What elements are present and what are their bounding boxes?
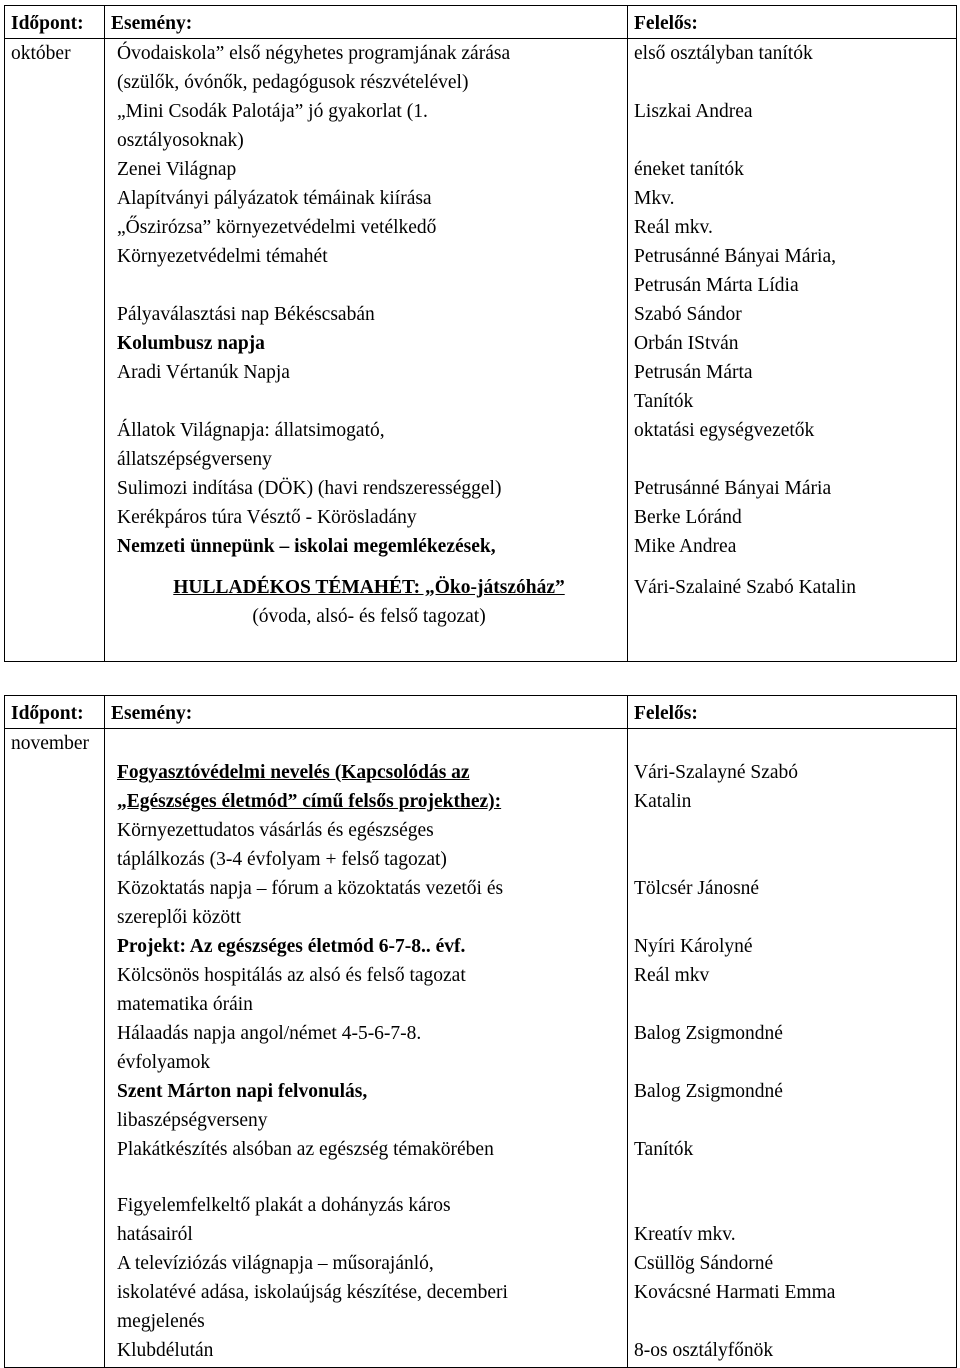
event-line: „Egészséges életmód” című felsős projekthez): xyxy=(117,791,502,812)
header-time: Időpont: xyxy=(5,6,105,39)
october-schedule-table xyxy=(4,5,957,662)
responsible-line: Reál mkv xyxy=(634,965,710,986)
responsible-line: első osztályban tanítók xyxy=(634,43,813,64)
event-line: Hálaadás napja angol/német 4-5-6-7-8. xyxy=(117,1023,422,1044)
responsible-line: Berke Lóránd xyxy=(634,507,742,528)
responsible-line: éneket tanítók xyxy=(634,159,744,180)
responsible-line-empty xyxy=(634,126,950,155)
spacer xyxy=(634,561,950,573)
event-line: Nemzeti ünnepünk – iskolai megemlékezések, xyxy=(117,536,496,557)
november-schedule-table xyxy=(4,695,957,1368)
responsibles-cell xyxy=(628,39,957,662)
event-line: megjelenés xyxy=(117,1311,205,1332)
spacer-line xyxy=(634,990,950,1019)
events-cell xyxy=(105,39,628,662)
event-line: Óvodaiskola” első négyhetes programjának zárása xyxy=(117,43,511,64)
responsible-line: Csüllög Sándorné xyxy=(634,1253,774,1274)
spacer xyxy=(117,1164,621,1191)
month-label: november xyxy=(11,733,89,754)
event-line: matematika óráin xyxy=(117,994,253,1015)
table-header-row xyxy=(5,696,957,729)
responsible-line: Petrusán Márta xyxy=(634,362,753,383)
event-line: Kerékpáros túra Vésztő - Körösladány xyxy=(117,507,417,528)
responsible-line: Balog Zsigmondné xyxy=(634,1081,783,1102)
event-line: osztályosoknak) xyxy=(117,130,244,151)
event-line: Környezettudatos vásárlás és egészséges xyxy=(117,820,434,841)
event-line: hatásairól xyxy=(117,1224,193,1245)
event-line: A televíziózás világnapja – műsorajánló, xyxy=(117,1253,434,1274)
event-line-empty xyxy=(117,271,621,300)
header-event: Esemény: xyxy=(105,696,628,729)
event-line: Állatok Világnapja: állatsimogató, xyxy=(117,420,385,441)
event-line: Közoktatás napja – fórum a közoktatás vezetői és xyxy=(117,878,504,899)
event-line: évfolyamok xyxy=(117,1052,211,1073)
event-line: Sulimozi indítása (DÖK) (havi rendszerességgel) xyxy=(117,478,502,499)
event-line: Zenei Világnap xyxy=(117,159,237,180)
events-cell xyxy=(105,729,628,1368)
event-line: Klubdélután xyxy=(117,1340,214,1361)
event-line: Plakátkészítés alsóban az egészség témakörében xyxy=(117,1139,494,1160)
spacer-line xyxy=(634,1307,950,1336)
spacer-line xyxy=(117,729,621,758)
spacer xyxy=(117,561,621,573)
month-cell xyxy=(5,729,105,1368)
event-line: „Mini Csodák Palotája” jó gyakorlat (1. xyxy=(117,101,428,122)
table-row xyxy=(5,729,957,1368)
responsible-line: Petrusánné Bányai Mária xyxy=(634,478,832,499)
event-line: Figyelemfelkeltő plakát a dohányzás káros xyxy=(117,1195,451,1216)
spacer xyxy=(634,1164,950,1191)
responsible-line: Petrusán Márta Lídia xyxy=(634,275,799,296)
responsible-line: Tanítók xyxy=(634,1139,694,1160)
responsible-line: Nyíri Károlyné xyxy=(634,936,753,957)
header-time: Időpont: xyxy=(5,696,105,729)
header-event: Esemény: xyxy=(105,6,628,39)
event-line: (óvoda, alsó- és felső tagozat) xyxy=(252,606,486,627)
event-line: (szülők, óvónők, pedagógusok részvételével) xyxy=(117,72,469,93)
spacer-line xyxy=(634,1106,950,1135)
spacer-line xyxy=(634,1048,950,1077)
month-label: október xyxy=(11,43,71,64)
table-header-row xyxy=(5,6,957,39)
spacer-line xyxy=(634,903,950,932)
responsibles-cell xyxy=(628,729,957,1368)
event-line: iskolatévé adása, iskolaújság készítése, decemberi xyxy=(117,1282,508,1303)
event-line: Pályaválasztási nap Békéscsabán xyxy=(117,304,375,325)
responsible-line: Mike Andrea xyxy=(634,536,737,557)
responsible-line: Kovácsné Harmati Emma xyxy=(634,1282,836,1303)
spacer-line xyxy=(634,729,950,758)
responsible-line: Petrusánné Bányai Mária, xyxy=(634,246,836,267)
responsible-line: Vári-Szalayné Szabó xyxy=(634,762,799,783)
responsible-line: Tanítók xyxy=(634,391,694,412)
spacer-line xyxy=(634,1191,950,1220)
event-line: HULLADÉKOS TÉMAHÉT: „Öko-játszóház” xyxy=(173,577,565,598)
responsible-line: Katalin xyxy=(634,791,692,812)
event-line: Szent Márton napi felvonulás, xyxy=(117,1081,368,1102)
responsible-line: oktatási egységvezetők xyxy=(634,420,815,441)
event-line: Alapítványi pályázatok témáinak kiírása xyxy=(117,188,432,209)
spacer-line xyxy=(634,816,950,845)
header-responsible: Felelős: xyxy=(628,6,957,39)
event-line: „Őszirózsa” környezetvédelmi vetélkedő xyxy=(117,217,437,238)
event-line: Fogyasztóvédelmi nevelés (Kapcsolódás az xyxy=(117,762,470,783)
responsible-line: Tölcsér Jánosné xyxy=(634,878,760,899)
event-line: Kolumbusz napja xyxy=(117,333,265,354)
responsible-line: Kreatív mkv. xyxy=(634,1224,736,1245)
responsible-line: Balog Zsigmondné xyxy=(634,1023,783,1044)
event-line: táplálkozás (3-4 évfolyam + felső tagozat) xyxy=(117,849,447,870)
event-line-empty xyxy=(117,387,621,416)
responsible-line-empty xyxy=(634,68,950,97)
event-line: Projekt: Az egészséges életmód 6-7-8.. évf. xyxy=(117,936,466,957)
responsible-line: Vári-Szalainé Szabó Katalin xyxy=(634,577,856,598)
responsible-line: Szabó Sándor xyxy=(634,304,742,325)
event-line: Kölcsönös hospitálás az alsó és felső tagozat xyxy=(117,965,466,986)
event-line: szereplői között xyxy=(117,907,241,928)
responsible-line: Orbán IStván xyxy=(634,333,739,354)
responsible-line: Mkv. xyxy=(634,188,675,209)
month-cell xyxy=(5,39,105,662)
event-line: libaszépségverseny xyxy=(117,1110,268,1131)
spacer-line xyxy=(634,845,950,874)
header-responsible: Felelős: xyxy=(628,696,957,729)
event-line: Aradi Vértanúk Napja xyxy=(117,362,290,383)
event-line: Környezetvédelmi témahét xyxy=(117,246,328,267)
event-line: állatszépségverseny xyxy=(117,449,272,470)
responsible-line: Reál mkv. xyxy=(634,217,713,238)
responsible-line: Liszkai Andrea xyxy=(634,101,753,122)
responsible-line-empty xyxy=(634,445,950,474)
table-row xyxy=(5,39,957,662)
responsible-line: 8-os osztályfőnök xyxy=(634,1340,774,1361)
